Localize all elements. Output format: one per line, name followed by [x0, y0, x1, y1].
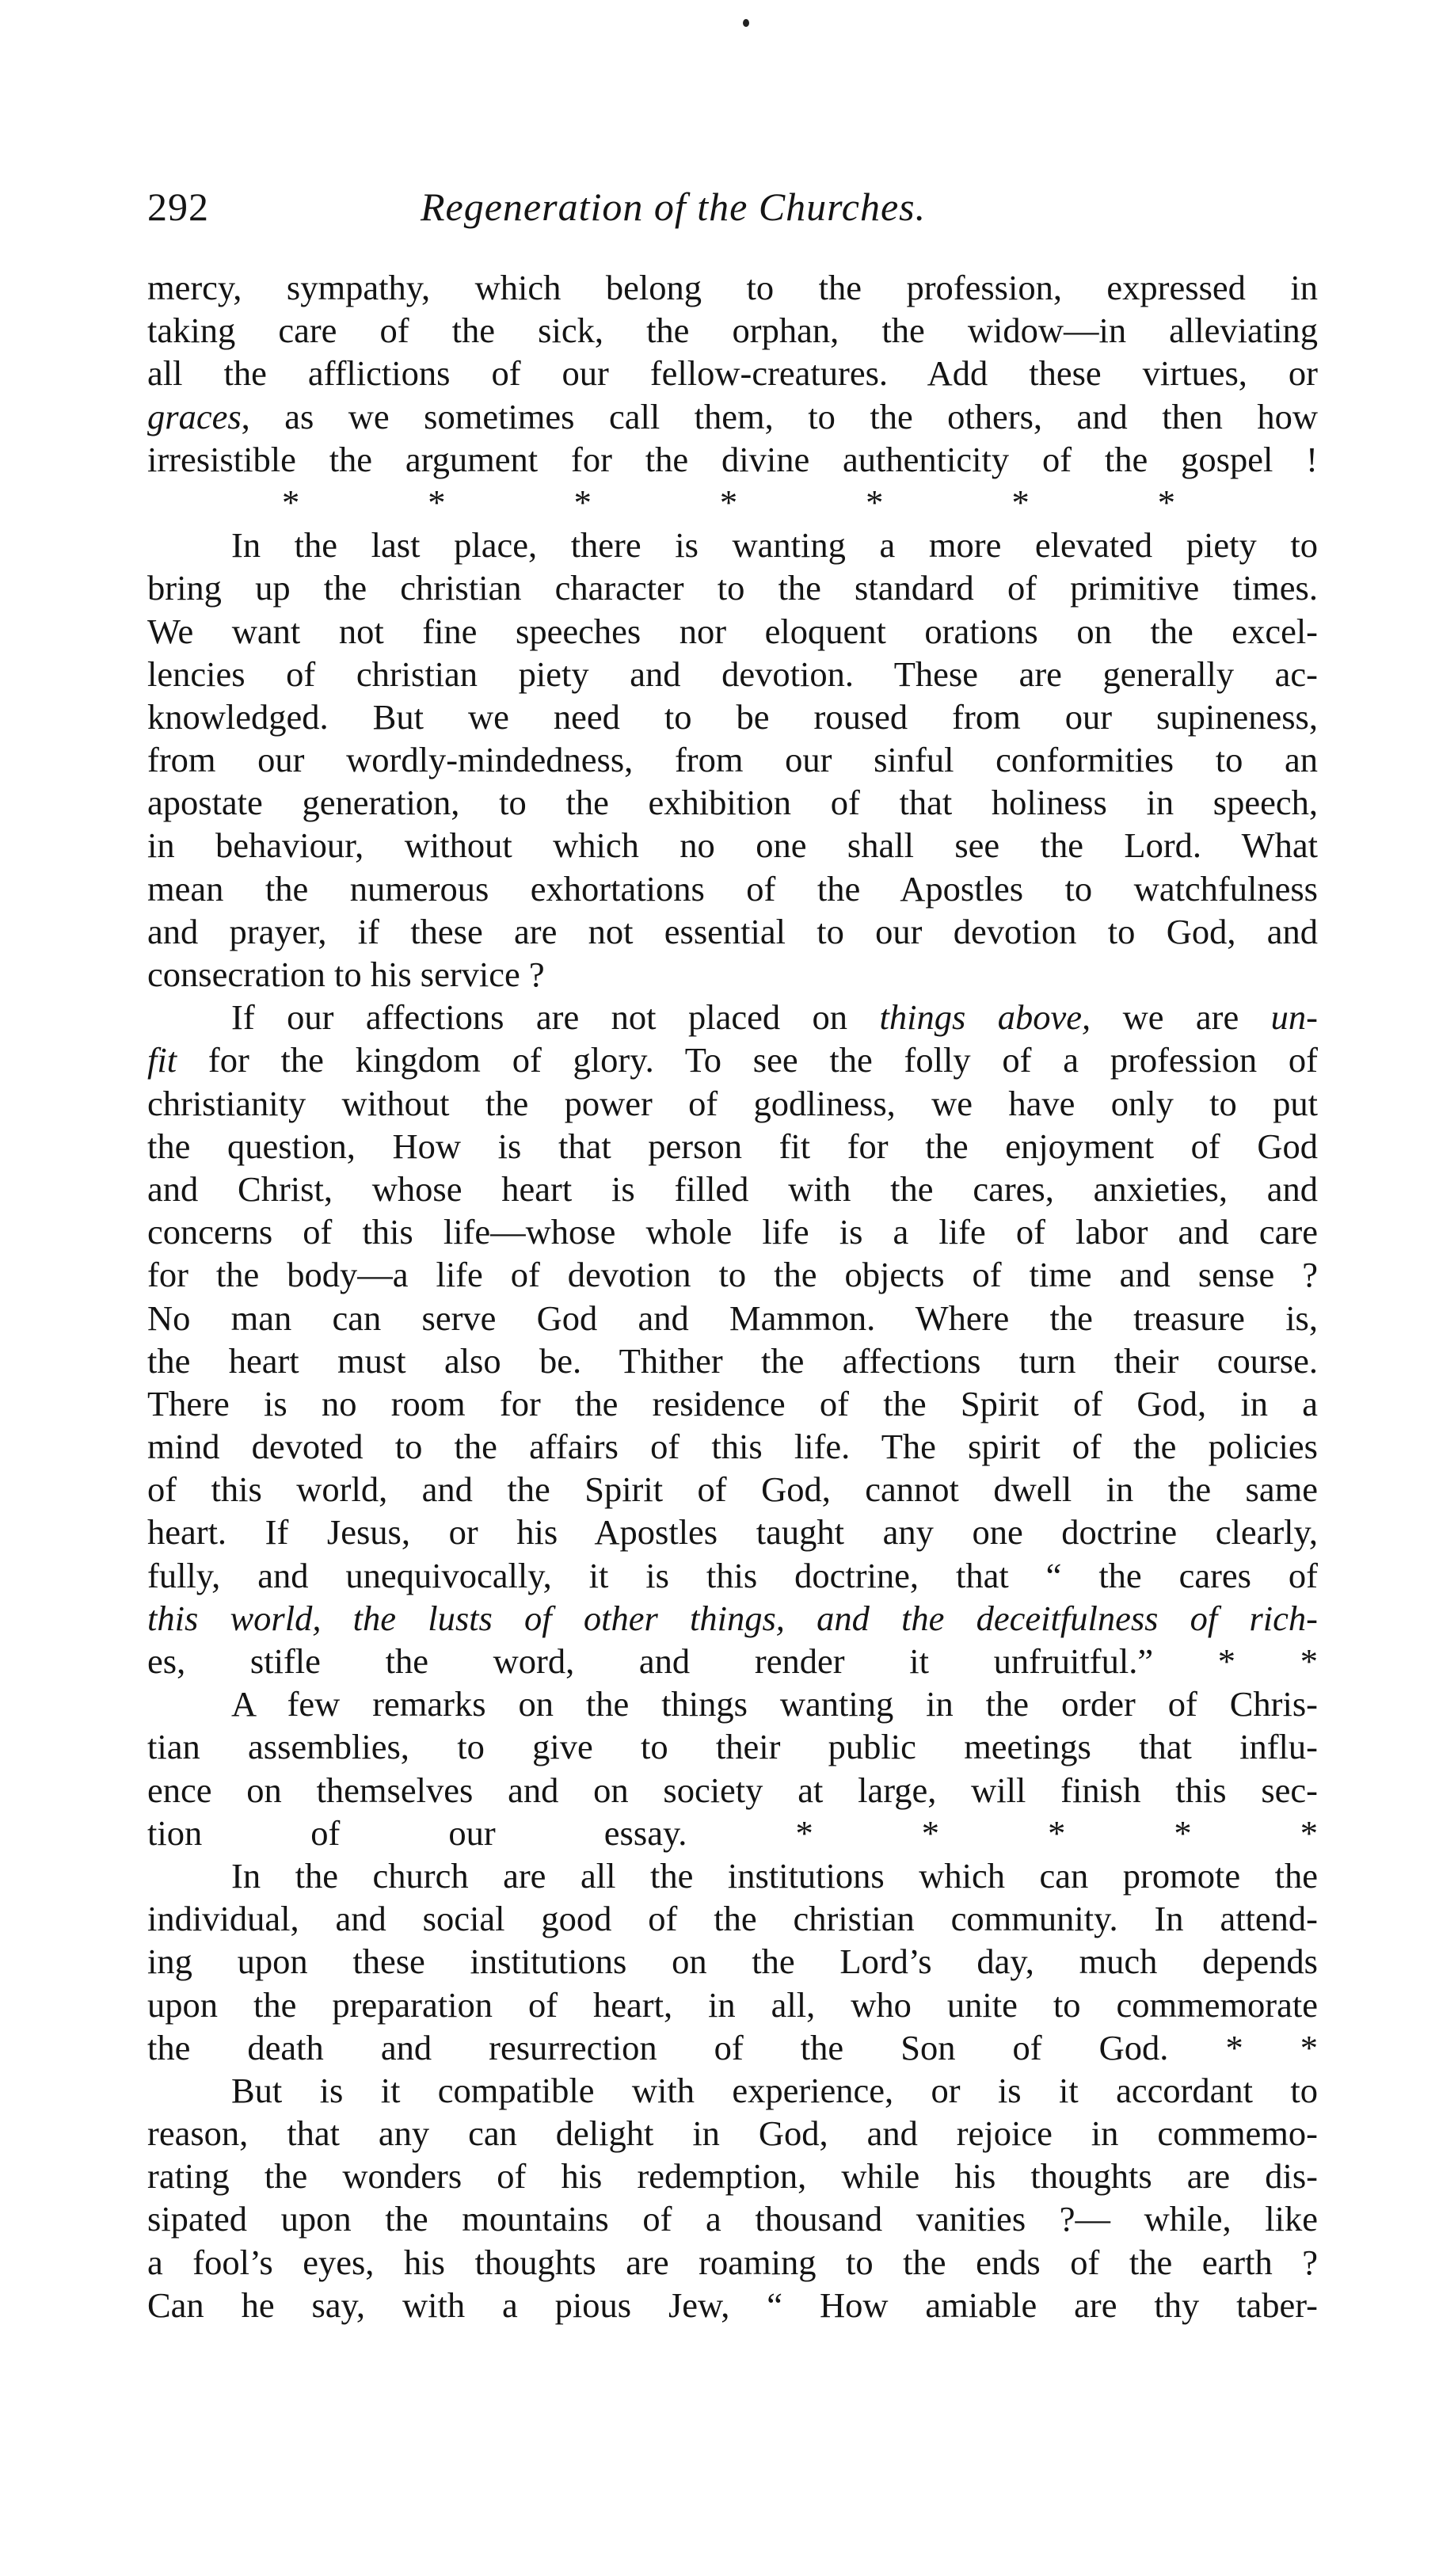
text-line	[147, 1425, 1318, 1468]
text-run: es, stifle the word, and render it unfruitful.” * *	[147, 1641, 1318, 1681]
text-line	[147, 1468, 1318, 1511]
text-run: consecration to his service ?	[147, 955, 545, 994]
text-run: , as we sometimes call them, to the others, and then how	[241, 396, 1318, 436]
text-run: for the body—a life of devotion to the objects of time and sense ?	[147, 1255, 1318, 1295]
text-line	[147, 438, 1318, 481]
text-run: We want not fine speeches nor eloquent orations on the excel-	[147, 611, 1318, 651]
text-line	[147, 1038, 1318, 1081]
text-run: ence on themselves and on society at large, will finish this sec-	[147, 1770, 1318, 1810]
text-line	[147, 2155, 1318, 2197]
text-line	[147, 2241, 1318, 2284]
text-line	[147, 653, 1318, 695]
text-run: If our affections are not placed on	[231, 997, 880, 1038]
text-run: irresistible the argument for the divine authenticity of the gospel !	[147, 439, 1318, 479]
text-line	[147, 996, 1318, 1038]
text-run: There is no room for the residence of the Spirit of God, in a	[147, 1383, 1318, 1423]
text-run: heart. If Jesus, or his Apostles taught any one doctrine clearly,	[147, 1512, 1318, 1553]
text-run: In the last place, there is wanting a more elevated piety to	[231, 525, 1318, 566]
text-line	[147, 2069, 1318, 2112]
text-line	[147, 1210, 1318, 1253]
text-line	[147, 1511, 1318, 1553]
text-line	[147, 1940, 1318, 1983]
italic-text: this world, the lusts of other things, and the deceitfulness of rich-	[147, 1598, 1318, 1638]
text-line	[147, 824, 1318, 867]
text-line	[147, 910, 1318, 953]
text-line	[147, 867, 1318, 910]
text-run: of this world, and the Spirit of God, cannot dwell in the same	[147, 1469, 1318, 1510]
text-run: christianity without the power of godliness, we have only to put	[147, 1083, 1318, 1123]
text-line	[147, 1597, 1318, 1640]
text-run: bring up the christian character to the standard of primitive times.	[147, 568, 1318, 608]
text-line	[147, 781, 1318, 824]
text-line	[147, 566, 1318, 609]
text-run: the death and resurrection of the Son of God. * *	[147, 2027, 1318, 2067]
text-run: A few remarks on the things wanting in the order of Chris-	[231, 1684, 1318, 1724]
text-run: lencies of christian piety and devotion. These are generally ac-	[147, 654, 1318, 694]
text-run: and Christ, whose heart is filled with the cares, anxieties, and	[147, 1168, 1318, 1209]
text-line	[147, 352, 1318, 394]
text-run: for the kingdom of glory. To see the folly of a profession of	[177, 1040, 1318, 1080]
italic-text: fit	[147, 1040, 177, 1080]
text-line	[147, 738, 1318, 781]
text-run: knowledged. But we need to be roused from our supineness,	[147, 696, 1318, 737]
text-run: and prayer, if these are not essential to our devotion to God, and	[147, 911, 1318, 951]
text-line	[147, 953, 1318, 996]
text-run: fully, and unequivocally, it is this doctrine, that “ the cares of	[147, 1555, 1318, 1595]
text-run: ing upon these institutions on the Lord’s day, much depends	[147, 1942, 1318, 1982]
text-run: Can he say, with a pious Jew, “ How amiable are thy taber-	[147, 2284, 1318, 2325]
text-line	[147, 1382, 1318, 1425]
text-line	[147, 266, 1318, 309]
text-run: In the church are all the institutions which can promote the	[231, 1855, 1318, 1896]
text-line	[147, 2112, 1318, 2155]
text-run: individual, and social good of the christian community. In attend-	[147, 1899, 1318, 1939]
text-run: in behaviour, without which no one shall see the Lord. What	[147, 825, 1318, 866]
italic-text: things above,	[879, 997, 1091, 1038]
text-run: a fool’s eyes, his thoughts are roaming to the ends of the earth ?	[147, 2242, 1318, 2282]
text-run: we are	[1091, 997, 1271, 1038]
text-line	[147, 1682, 1318, 1725]
text-line	[147, 1339, 1318, 1382]
text-run: No man can serve God and Mammon. Where the treasure is,	[147, 1298, 1318, 1338]
text-run: * * * * * * *	[282, 482, 1175, 522]
text-line	[147, 1897, 1318, 1940]
text-line	[147, 1297, 1318, 1339]
text-line	[147, 610, 1318, 653]
text-run: But is it compatible with experience, or is it accordant to	[231, 2070, 1318, 2110]
text-line	[147, 1253, 1318, 1296]
italic-text: un-	[1270, 997, 1318, 1038]
text-run: taking care of the sick, the orphan, the widow—in alleviating	[147, 311, 1318, 351]
text-line	[147, 1983, 1318, 2026]
text-line	[147, 1812, 1318, 1854]
text-line	[147, 2284, 1318, 2326]
text-line	[147, 395, 1318, 438]
text-run: concerns of this life—whose whole life is a life of labor and care	[147, 1212, 1318, 1252]
text-line	[147, 2197, 1318, 2240]
text-line	[147, 309, 1318, 352]
text-line	[147, 481, 1318, 524]
text-line	[147, 1854, 1318, 1897]
text-line	[147, 524, 1318, 566]
ink-speck	[743, 19, 749, 27]
text-run: mind devoted to the affairs of this life. The spirit of the policies	[147, 1427, 1318, 1467]
text-line	[147, 1725, 1318, 1768]
text-run: apostate generation, to the exhibition of that holiness in speech,	[147, 783, 1318, 823]
text-run: the question, How is that person fit for the enjoyment of God	[147, 1126, 1318, 1166]
text-line	[147, 1168, 1318, 1210]
text-run: rating the wonders of his redemption, while his thoughts are dis-	[147, 2156, 1318, 2197]
running-title: Regeneration of the Churches.	[421, 185, 927, 229]
text-line	[147, 1769, 1318, 1812]
text-run: mean the numerous exhortations of the Apostles to watchfulness	[147, 868, 1318, 909]
text-line	[147, 695, 1318, 738]
text-run: tian assemblies, to give to their public meetings that influ-	[147, 1727, 1318, 1767]
text-line	[147, 2026, 1318, 2069]
running-header	[147, 184, 1319, 239]
text-line	[147, 1554, 1318, 1597]
italic-text: graces	[147, 396, 242, 436]
text-line	[147, 1125, 1318, 1168]
text-run: the heart must also be. Thither the affections turn their course.	[147, 1340, 1318, 1381]
text-run: from our wordly-mindedness, from our sinful conformities to an	[147, 740, 1318, 780]
text-run: tion of our essay. * * * * *	[147, 1812, 1318, 1853]
page-number: 292	[147, 185, 209, 229]
text-run: reason, that any can delight in God, and rejoice in commemo-	[147, 2113, 1318, 2154]
text-run: sipated upon the mountains of a thousand vanities ?— while, like	[147, 2199, 1318, 2239]
text-run: mercy, sympathy, which belong to the profession, expressed in	[147, 268, 1318, 307]
text-run: all the afflictions of our fellow-creatures. Add these virtues, or	[147, 353, 1318, 394]
text-line	[147, 1082, 1318, 1125]
text-line	[147, 1640, 1318, 1682]
text-run: upon the preparation of heart, in all, who unite to commemorate	[147, 1984, 1318, 2025]
body-text	[147, 266, 1318, 2326]
